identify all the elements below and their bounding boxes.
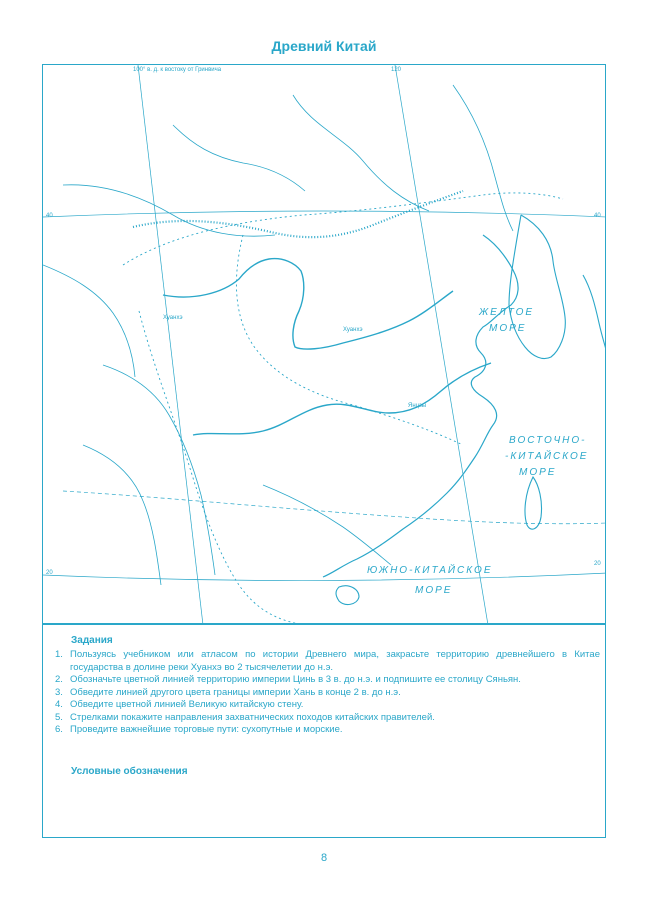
tasks-box bbox=[42, 624, 606, 838]
sea-east-line-3: МОРЕ bbox=[519, 467, 557, 478]
map-frame bbox=[42, 64, 606, 624]
tasks-heading: Задания bbox=[71, 635, 113, 646]
task-number: 3. bbox=[55, 686, 63, 698]
task-number: 2. bbox=[55, 674, 63, 685]
river-8 bbox=[263, 485, 391, 565]
parallel-20-left-label: 20 bbox=[46, 570, 53, 576]
task-item bbox=[55, 712, 600, 725]
page-title: Древний Китай bbox=[271, 38, 377, 54]
japan-coast bbox=[583, 275, 606, 355]
river-10 bbox=[43, 265, 135, 377]
river-huanghe-path bbox=[163, 259, 453, 349]
river-huanghe-label: Хуанхэ bbox=[343, 327, 363, 333]
task-text: Обведите линией другого цвета границы империи Хань в конце 2 в. до н.э. bbox=[70, 686, 401, 698]
river-9 bbox=[173, 125, 305, 191]
task-number: 5. bbox=[55, 711, 63, 723]
korea-coast bbox=[509, 215, 565, 359]
river-4 bbox=[293, 95, 429, 211]
river-yangtze-label: Янцзы bbox=[408, 403, 427, 409]
river-small-label: Хуанхэ bbox=[163, 315, 183, 321]
parallel-40 bbox=[43, 211, 606, 217]
sea-east-line-1: ВОСТОЧНО- bbox=[509, 435, 587, 446]
task-item bbox=[55, 674, 600, 687]
legend-heading: Условные обозначения bbox=[71, 766, 188, 777]
river-5 bbox=[453, 85, 513, 231]
river-7 bbox=[83, 445, 161, 585]
task-text: Проведите важнейшие торговые пути: сухопутные и морские. bbox=[70, 724, 343, 735]
sea-south-line-1: ЮЖНО-КИТАЙСКОЕ bbox=[367, 565, 493, 576]
task-item bbox=[55, 724, 600, 737]
page-number: 8 bbox=[320, 852, 328, 864]
boundary-2 bbox=[139, 311, 305, 624]
sea-yellow-line-1: ЖЕЛТОЕ bbox=[479, 307, 535, 318]
task-item bbox=[55, 699, 600, 712]
task-number: 1. bbox=[55, 649, 63, 660]
boundary-1 bbox=[123, 193, 563, 265]
task-item bbox=[55, 687, 600, 700]
task-number: 4. bbox=[55, 699, 63, 710]
sea-east-line-2: -КИТАЙСКОЕ bbox=[505, 451, 589, 462]
task-text: Обозначьте цветной линией территорию империи Цинь в 3 в. до н.э. и подпишите ее столицу Сяньян. bbox=[70, 674, 521, 685]
task-item bbox=[55, 649, 600, 674]
sea-yellow-line-2: МОРЕ bbox=[489, 323, 527, 334]
meridian-120 bbox=[395, 65, 488, 624]
river-3 bbox=[63, 185, 275, 236]
parallel-20-right-label: 20 bbox=[594, 561, 601, 567]
meridian-120-label: 120 bbox=[391, 67, 402, 73]
meridian-100 bbox=[138, 65, 203, 624]
task-text: Стрелками покажите направления захватнических походов китайских правителей. bbox=[70, 711, 435, 723]
hainan bbox=[336, 586, 359, 605]
task-list bbox=[55, 649, 600, 737]
great-wall bbox=[133, 191, 463, 237]
parallel-40-left-label: 40 bbox=[46, 213, 53, 219]
parallel-40-right-label: 40 bbox=[594, 213, 601, 219]
task-number: 6. bbox=[55, 724, 63, 735]
map-drawing bbox=[43, 65, 606, 624]
taiwan bbox=[525, 477, 542, 529]
boundary-3 bbox=[236, 235, 463, 445]
task-text: Пользуясь учебником или атласом по истории Древнего мира, закрасьте территорию древнейшего в Китае государства в долине реки Хуанхэ во 2 тысячелетии до н.э. bbox=[70, 649, 600, 673]
sea-south-line-2: МОРЕ bbox=[415, 585, 453, 596]
river-6 bbox=[103, 365, 215, 575]
task-text: Обведите цветной линией Великую китайскую стену. bbox=[70, 699, 304, 710]
meridian-label: 100° в. д. к востоку от Гринвича bbox=[133, 67, 222, 73]
